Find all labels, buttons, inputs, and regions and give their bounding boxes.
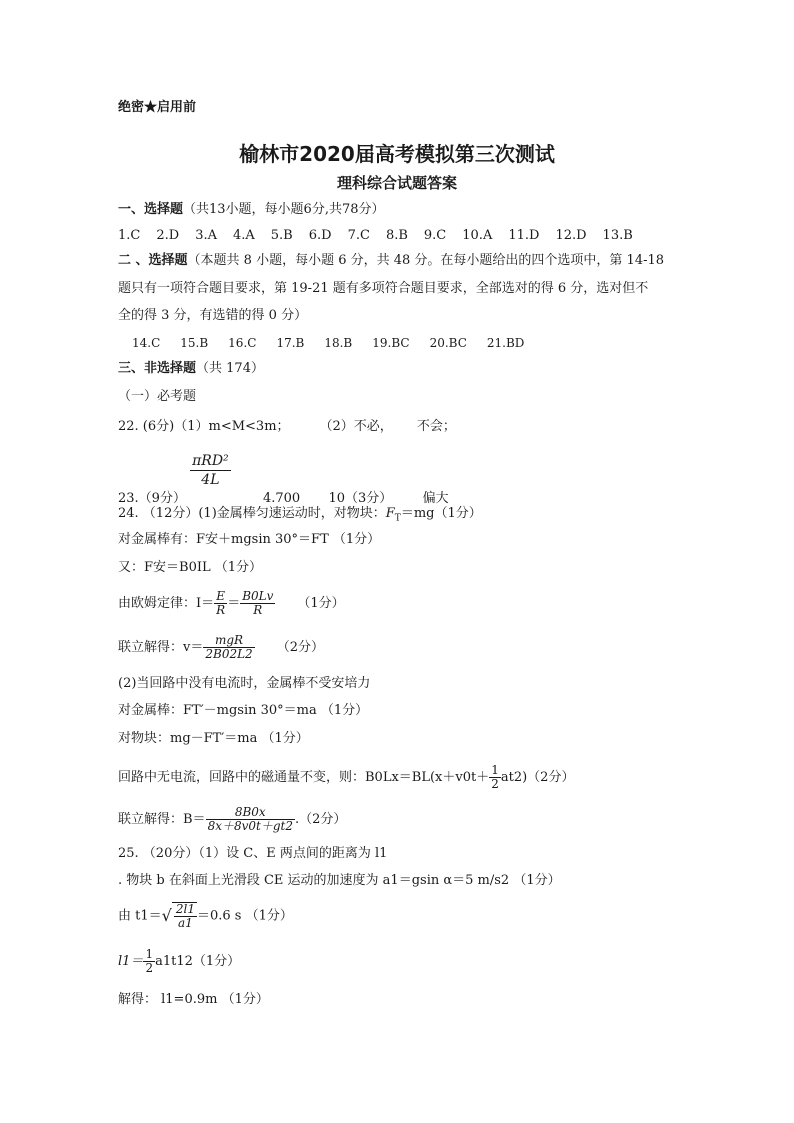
q24-subscript: T [394, 513, 401, 524]
fraction-sqrt [172, 902, 197, 930]
denominator: R [216, 603, 226, 617]
q24-line-1 [118, 506, 482, 527]
q24-line-5 [118, 634, 324, 661]
q24-text: ＝mg（1分） [400, 506, 482, 521]
q22-part1: （1）m<M<3m； [174, 419, 290, 434]
q23-value1: 4.700 [262, 491, 301, 506]
section2-note-1: （本题共 8 小题，每小题 6 分，共 48 分。在每小题给出的四个选项中，第 14-18 [187, 253, 665, 268]
q25-text: a1t12（1分） [155, 954, 241, 969]
q24-line-2: 对金属棒有：F安＋mgsin 30°＝FT （1分） [118, 532, 381, 547]
answer-item: 18.B [324, 336, 353, 350]
answer-item: 8.B [385, 228, 408, 243]
q24-line-9 [118, 764, 574, 791]
sqrt-icon: √ [161, 906, 172, 925]
q23-value3: 偏大 [422, 491, 449, 506]
q24-line-8: 对物块：mg－FT′＝ma （1分） [118, 731, 309, 746]
denominator: 2 [145, 961, 154, 975]
page-subtitle: 理科综合试题答案 [336, 174, 457, 192]
q24-line-4 [118, 590, 345, 617]
numerator: 2l1 [175, 902, 195, 916]
q24-text: 回路中无电流，回路中的磁通量不变，则：B0Lx＝BL(x＋v0t＋ [118, 770, 490, 785]
q24-line-6: (2)当回路中没有电流时，金属棒不受安培力 [118, 676, 371, 691]
q22-part2: （2）不必， [319, 419, 393, 434]
q25-text: ＝0.6 s （1分） [196, 908, 293, 924]
q24-line-3: 又：F安＝B0IL （1分） [118, 560, 263, 575]
q23-denominator: 4L [201, 472, 220, 488]
fraction-half [489, 764, 501, 791]
section1-heading: 一、选择题 [118, 202, 184, 217]
section1-heading-line [118, 202, 385, 218]
q23-value2: 10（3分） [328, 491, 393, 506]
fraction-b [206, 806, 295, 833]
q24-text: 联立解得：v＝ [118, 640, 204, 655]
q22-line [118, 419, 456, 435]
answer-item: 5.B [270, 228, 293, 243]
confidential-label: 绝密★启用前 [118, 100, 197, 115]
q25-line-5: 解得： l1=0.9m （1分） [118, 992, 269, 1007]
answer-item: 3.A [195, 228, 217, 243]
q23-fraction [190, 452, 231, 489]
q24-text: 24. （12分）(1)金属棒匀速运动时，对物块： [118, 506, 386, 521]
q23-label: 23.（9分） [118, 491, 186, 506]
numerator: B0Lv [242, 589, 274, 603]
q23-line [118, 450, 449, 506]
q24-text: （2分） [276, 640, 324, 655]
answer-item: 17.B [276, 336, 305, 350]
denominator: 2 [491, 777, 499, 791]
answer-item: 9.C [423, 228, 447, 243]
answer-item: 16.C [228, 336, 257, 350]
q24-symbol: F [385, 506, 395, 521]
answer-item: 10.A [462, 228, 493, 243]
q23-numerator: πRD² [192, 453, 229, 469]
q25-text: 由 t1＝ [118, 908, 162, 924]
section2-answers [132, 335, 544, 351]
numerator: mgR [203, 634, 254, 648]
section2-heading: 二 、选择题 [118, 253, 188, 268]
fraction-blv-over-r [240, 590, 275, 617]
answer-item: 15.B [180, 336, 209, 350]
denominator: R [253, 603, 263, 617]
section2-heading-line [118, 253, 664, 269]
answer-item: 21.BD [486, 336, 525, 350]
q25-line-1: 25. （20分）（1）设 C、E 两点间的距离为 l1 [118, 846, 388, 861]
denominator: 2B02L2 [205, 647, 253, 661]
answer-item: 1.C [118, 228, 141, 243]
answer-item: 20.BC [429, 336, 467, 350]
section2-note-3: 全的得 3 分，有选错的得 0 分） [118, 308, 308, 323]
q24-text: （1分） [297, 596, 345, 611]
fraction-v [203, 634, 254, 661]
q22-part3: 不会； [416, 419, 456, 434]
denominator: a1 [178, 916, 193, 930]
numerator: 8B0x [206, 806, 295, 820]
answer-item: 19.BC [372, 336, 410, 350]
numerator: 1 [145, 947, 154, 961]
denominator: 8x＋8v0t＋gt2 [207, 819, 293, 833]
q24-text: 联立解得：B＝ [118, 812, 206, 827]
section1-note: （共13小题，每小题6分,共78分） [183, 202, 385, 217]
section1-answers [118, 228, 649, 244]
numerator: E [214, 590, 227, 604]
q25-line-4 [118, 948, 240, 975]
section3-note: （共 174） [196, 361, 264, 376]
answer-item: 2.D [156, 228, 180, 243]
q24-text: 由欧姆定律：I＝ [118, 596, 215, 611]
fraction-half [143, 948, 155, 975]
page-title: 榆林市2020届高考模拟第三次测试 [239, 142, 555, 166]
q25-line-2: . 物块 b 在斜面上光滑段 CE 运动的加速度为 a1＝gsin α＝5 m/s2 （1分） [118, 873, 561, 888]
answer-item: 14.C [132, 336, 161, 350]
answer-item: 7.C [347, 228, 370, 243]
q24-text: ＝ [227, 596, 241, 611]
section3-sub: （一）必考题 [118, 389, 197, 404]
q24-line-7: 对金属棒：FT′－mgsin 30°＝ma （1分） [118, 703, 369, 718]
q25-line-3 [118, 902, 293, 930]
q24-line-10 [118, 806, 346, 833]
answer-item: 4.A [232, 228, 255, 243]
fraction-e-over-r [214, 590, 227, 617]
q24-text: .（2分） [294, 812, 347, 827]
q25-text: l1＝ [118, 954, 144, 969]
section2-note-2: 题只有一项符合题目要求，第 19-21 题有多项符合题目要求，全部选对的得 6 分，选对但不 [118, 281, 649, 296]
answer-item: 6.D [308, 228, 332, 243]
q24-text: at2)（2分） [500, 770, 575, 785]
q22-label: 22. (6分) [118, 419, 175, 434]
numerator: 1 [491, 763, 499, 777]
section3-heading-line [118, 361, 264, 377]
answer-item: 11.D [508, 228, 540, 243]
answer-item: 12.D [555, 228, 587, 243]
answer-item: 13.B [602, 228, 633, 243]
section3-heading: 三、非选择题 [118, 361, 197, 376]
